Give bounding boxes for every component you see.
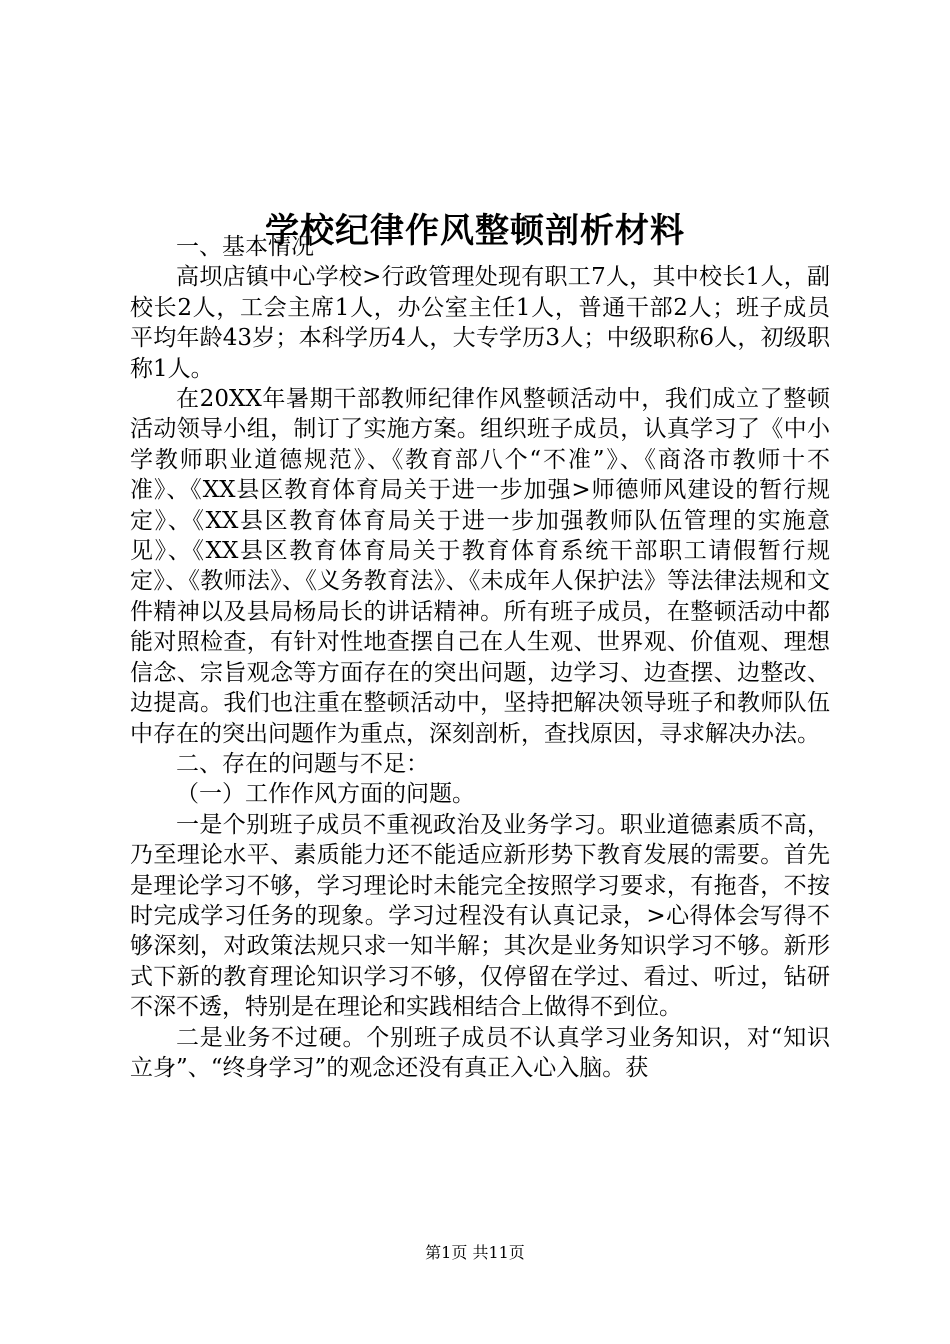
document-body bbox=[130, 232, 830, 1083]
section-heading-basic-info: 一、基本情况 bbox=[176, 234, 314, 260]
paragraph-point-one: 一是个别班子成员不重视政治及业务学习。职业道德素质不高，乃至理论水平、素质能力还不能适应新形势下教育发展的需要。首先是理论学习不够，学习理论时未能完全按照学习要求，有拖沓，不按时完成学习任务的现象。学习过程没有认真记录，>心得体会写得不够深刻，对政策法规只求一知半解；其次是业务知识学习不够。新形式下新的教育理论知识学习不够，仅停留在学过、看过、听过，钻研不深不透，特别是在理论和实践相结合上做得不到位。 bbox=[130, 811, 830, 1021]
paragraph-staff-overview: 高坝店镇中心学校>行政管理处现有职工7人，其中校长1人，副校长2人，工会主席1人，办公室主任1人，普通干部2人；班子成员平均年龄43岁；本科学历4人，大专学历3人；中级职称6人，初级职称1人。 bbox=[130, 264, 830, 382]
subsection-heading-work-style: （一）工作作风方面的问题。 bbox=[176, 781, 475, 808]
section-heading-problems: 二、存在的问题与不足： bbox=[176, 750, 429, 777]
document-title: 学校纪律作风整顿剖析材料 bbox=[265, 210, 685, 251]
paragraph-rectification-activity: 在20XX年暑期干部教师纪律作风整顿活动中，我们成立了整顿活动领导小组，制订了实施方案。组织班子成员，认真学习了《中小学教师职业道德规范》、《教育部八个“不准”》、《商洛市教师十不准》、《XX县区教育体育局关于进一步加强>师德师风建设的暂行规定》、《XX县区教育体育局关于进一步加强教师队伍管理的实施意见》、《XX县区教育体育局关于教育体育系统干部职工请假暂行规定》、《教师法》、《义务教育法》、《未成年人保护法》等法律法规和文件精神以及县局杨局长的讲话精神。所有班子成员，在整顿活动中都能对照检查，有针对性地查摆自己在人生观、世界观、价值观、理想信念、宗旨观念等方面存在的突出问题，边学习、边查摆、边整改、边提高。我们也注重在整顿活动中，坚持把解决领导班子和教师队伍中存在的突出问题作为重点，深刻剖析，查找原因，寻求解决办法。 bbox=[130, 386, 830, 747]
paragraph-point-two: 二是业务不过硬。个别班子成员不认真学习业务知识，对“知识立身”、“终身学习”的观念还没有真正入心入脑。获 bbox=[130, 1024, 830, 1081]
page-footer: 第1页 共11页 bbox=[425, 1243, 525, 1262]
